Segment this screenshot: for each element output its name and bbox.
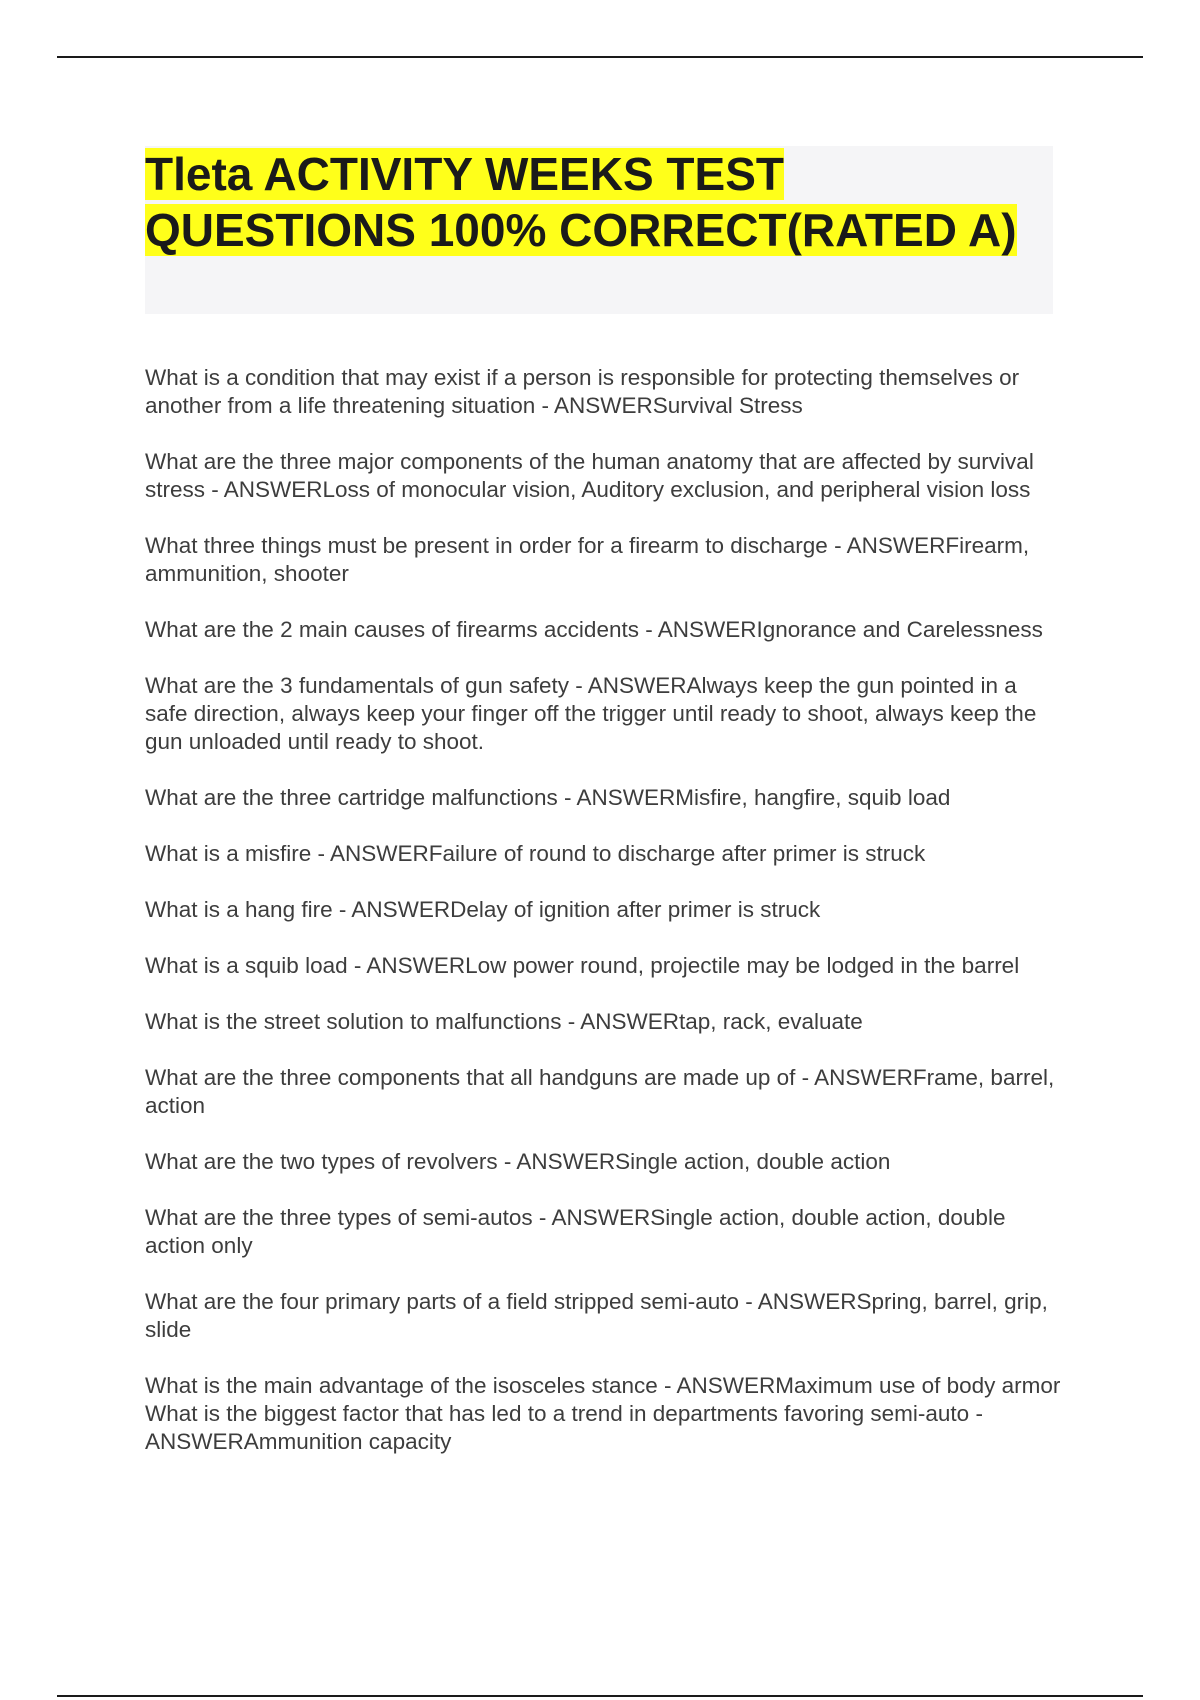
list-item: What are the two types of revolvers - ANSWERSingle action, double action: [145, 1149, 891, 1174]
list-item: What are the 2 main causes of firearms accidents - ANSWERIgnorance and Carelessness: [145, 617, 1043, 642]
list-item: What is a misfire - ANSWERFailure of round to discharge after primer is struck: [145, 841, 926, 866]
title-block: [145, 146, 1053, 314]
top-divider: [57, 56, 1143, 58]
list-item: What is a condition that may exist if a person is responsible for protecting themselves or another from a life threatening situation - ANSWERSurvival Stress: [145, 365, 1020, 418]
list-item: What are the 3 fundamentals of gun safety - ANSWERAlways keep the gun pointed in a safe direction, always keep your finger off the trigger until ready to shoot, always keep the gun unloaded until ready to shoot.: [145, 673, 1037, 754]
question-list: [145, 364, 1065, 1484]
list-item: What is a hang fire - ANSWERDelay of ignition after primer is struck: [145, 897, 821, 922]
list-item: What are the three major components of the human anatomy that are affected by survival stress - ANSWERLoss of monocular vision, Auditory exclusion, and peripheral vision loss: [145, 449, 1034, 502]
list-item: What is the street solution to malfunctions - ANSWERtap, rack, evaluate: [145, 1009, 863, 1034]
list-item: What are the four primary parts of a field stripped semi-auto - ANSWERSpring, barrel, grip, slide: [145, 1289, 1048, 1342]
title-highlight: Tleta ACTIVITY WEEKS TEST QUESTIONS 100% CORRECT(RATED A): [145, 148, 1017, 256]
list-item: What is a squib load - ANSWERLow power round, projectile may be lodged in the barrel: [145, 953, 1020, 978]
list-item: What is the main advantage of the isosceles stance - ANSWERMaximum use of body armor What is the biggest factor that has led to a trend in departments favoring semi-auto - ANSWERAmmunition capacity: [145, 1373, 1061, 1454]
list-item: What are the three components that all handguns are made up of - ANSWERFrame, barrel, action: [145, 1065, 1055, 1118]
list-item: What are the three cartridge malfunctions - ANSWERMisfire, hangfire, squib load: [145, 785, 951, 810]
list-item: What are the three types of semi-autos - ANSWERSingle action, double action, double action only: [145, 1205, 1006, 1258]
document-title: [145, 146, 1025, 258]
bottom-divider: [57, 1695, 1143, 1697]
list-item: What three things must be present in order for a firearm to discharge - ANSWERFirearm, ammunition, shooter: [145, 533, 1030, 586]
